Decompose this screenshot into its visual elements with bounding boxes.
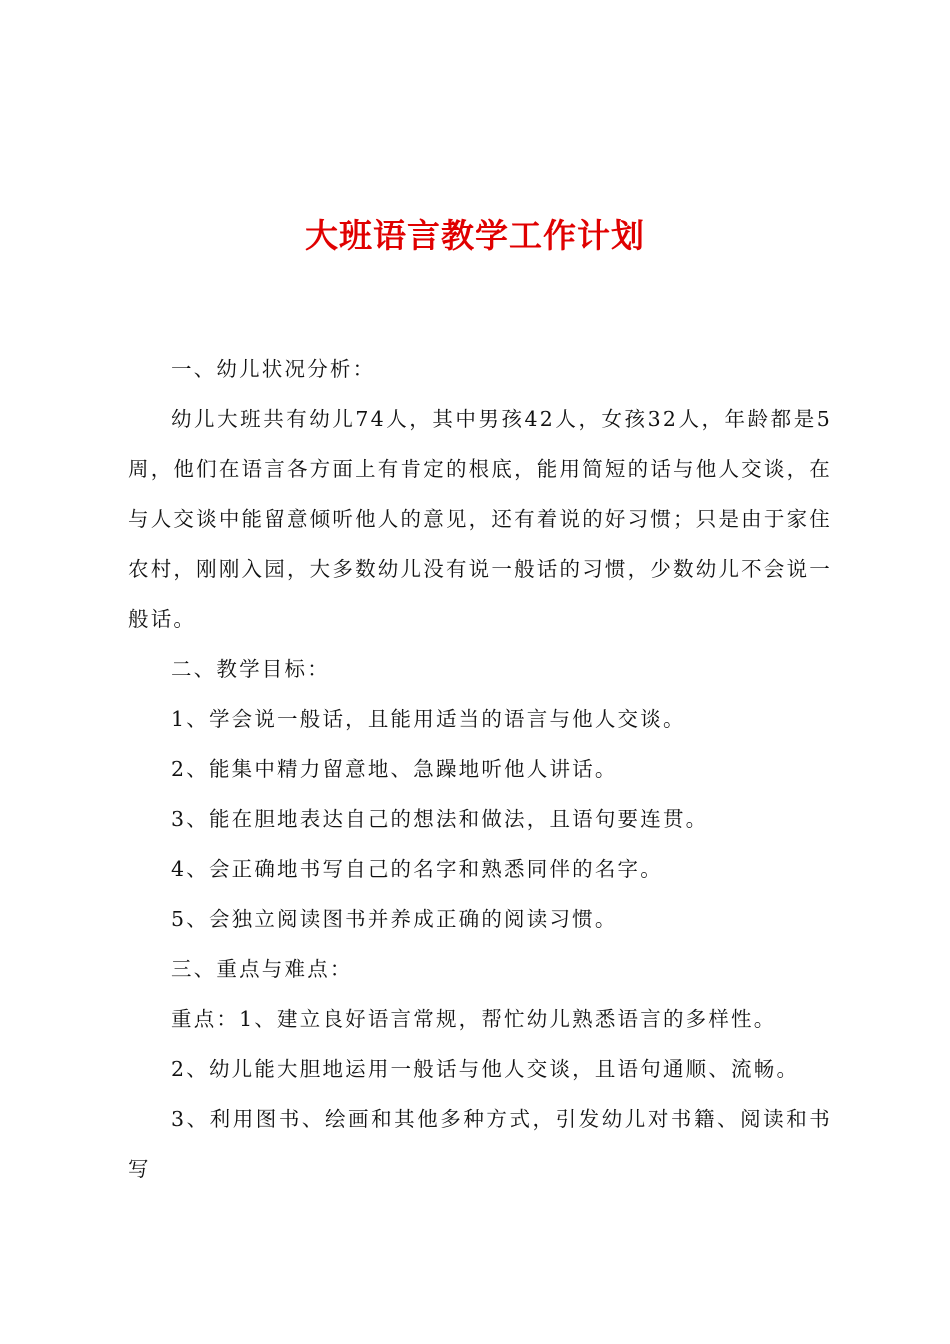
section-heading-child-analysis: 一、幼儿状况分析： <box>171 357 376 381</box>
section-heading-teaching-goals: 二、教学目标： <box>171 657 330 681</box>
goal-item-4: 4、会正确地书写自己的名字和熟悉同伴的名字。 <box>171 857 663 881</box>
key-point-item-1: 重点：1、建立良好语言常规，帮忙幼儿熟悉语言的多样性。 <box>171 1007 777 1031</box>
key-point-item-3: 3、利用图书、绘画和其他多种方式，引发幼儿对书籍、阅读和书写 <box>128 1107 832 1181</box>
goal-item-3: 3、能在胆地表达自己的想法和做法，且语句要连贯。 <box>171 807 709 831</box>
goal-item-1: 1、学会说一般话，且能用适当的语言与他人交谈。 <box>171 707 686 731</box>
section-heading-key-points: 三、重点与难点： <box>171 957 353 981</box>
goal-item-2: 2、能集中精力留意地、急躁地听他人讲话。 <box>171 757 618 781</box>
document-title: 大班语言教学工作计划 <box>305 216 645 255</box>
goal-item-5: 5、会独立阅读图书并养成正确的阅读习惯。 <box>171 907 618 931</box>
document-body <box>128 344 832 1194</box>
child-analysis-paragraph: 幼儿大班共有幼儿74人，其中男孩42人，女孩32人，年龄都是5周，他们在语言各方面上有肯定的根底，能用简短的话与他人交谈，在与人交谈中能留意倾听他人的意见，还有着说的好习惯；只是由于家住农村，刚刚入园，大多数幼儿没有说一般话的习惯，少数幼儿不会说一般话。 <box>128 407 832 631</box>
key-point-item-2: 2、幼儿能大胆地运用一般话与他人交谈，且语句通顺、流畅。 <box>171 1057 800 1081</box>
